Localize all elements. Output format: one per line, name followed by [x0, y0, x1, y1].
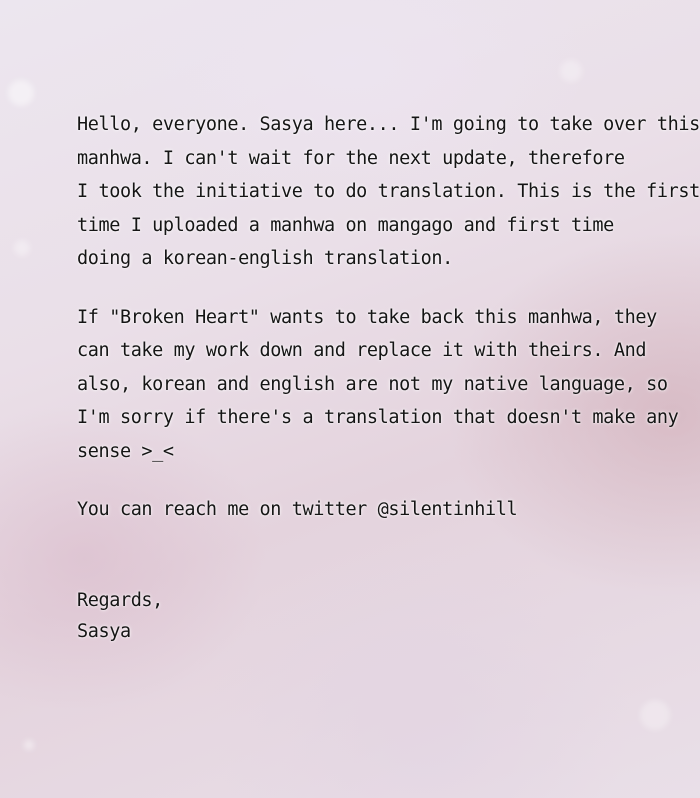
intro-line: I took the initiative to do translation. This is the first [77, 181, 700, 202]
disclaimer-line: I'm sorry if there's a translation that doesn't make any [77, 407, 679, 428]
bokeh-light [24, 740, 34, 750]
intro-line: Hello, everyone. Sasya here... I'm going to take over this [77, 114, 700, 135]
intro-line: time I uploaded a manhwa on mangago and first time [77, 214, 614, 236]
disclaimer-line: If "Broken Heart" wants to take back this manhwa, they [77, 306, 657, 328]
disclaimer-paragraph [77, 301, 679, 469]
disclaimer-line: also, korean and english are not my native language, so [77, 373, 668, 395]
disclaimer-line: sense >_< [77, 440, 174, 462]
contact-paragraph [77, 493, 597, 527]
signature-text: Sasya [77, 620, 131, 642]
contact-line: You can reach me on twitter @silentinhill [77, 499, 518, 520]
bokeh-light [14, 240, 30, 256]
closing-text: Regards, [77, 589, 163, 611]
intro-paragraph [77, 108, 700, 276]
disclaimer-line: can take my work down and replace it with theirs. And [77, 340, 647, 361]
intro-line: doing a korean-english translation. [77, 248, 453, 269]
intro-line: manhwa. I can't wait for the next update, therefore [77, 147, 625, 169]
bokeh-light [8, 80, 34, 106]
translator-note [77, 108, 700, 647]
bokeh-light [560, 60, 582, 82]
sign-off [77, 585, 597, 647]
bokeh-light [640, 700, 670, 730]
